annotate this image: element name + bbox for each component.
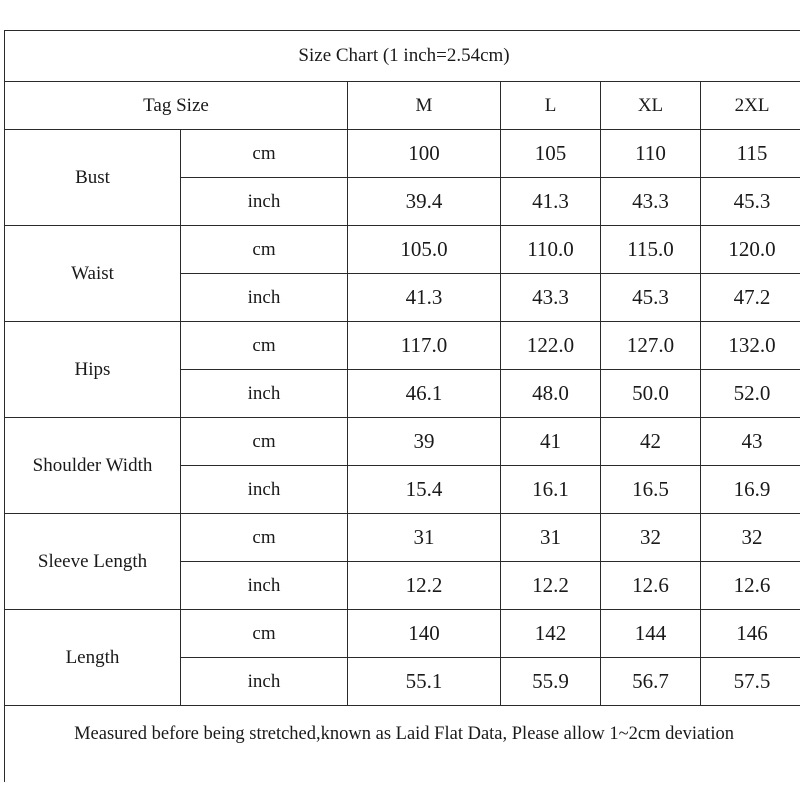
measurement-label: Hips xyxy=(5,322,181,418)
measurement-label: Length xyxy=(5,610,181,706)
value-cell: 46.1 xyxy=(348,370,501,418)
value-cell: 31 xyxy=(501,514,601,562)
value-cell: 42 xyxy=(601,418,701,466)
value-cell: 16.1 xyxy=(501,466,601,514)
value-cell: 140 xyxy=(348,610,501,658)
measurement-row-length-cm xyxy=(5,610,800,658)
value-cell: 47.2 xyxy=(701,274,800,322)
value-cell: 39.4 xyxy=(348,178,501,226)
size-header-m: M xyxy=(348,82,501,130)
unit-label: cm xyxy=(181,514,348,562)
size-header-xl: XL xyxy=(601,82,701,130)
measurement-label: Bust xyxy=(5,130,181,226)
value-cell: 12.2 xyxy=(501,562,601,610)
value-cell: 56.7 xyxy=(601,658,701,706)
measurement-row-sleeve-length-cm xyxy=(5,514,800,562)
chart-title: Size Chart (1 inch=2.54cm) xyxy=(5,31,800,82)
value-cell: 52.0 xyxy=(701,370,800,418)
unit-label: cm xyxy=(181,610,348,658)
value-cell: 127.0 xyxy=(601,322,701,370)
note-row xyxy=(5,706,800,783)
tag-size-header: Tag Size xyxy=(5,82,348,130)
value-cell: 115 xyxy=(701,130,800,178)
value-cell: 132.0 xyxy=(701,322,800,370)
value-cell: 12.6 xyxy=(701,562,800,610)
unit-label: inch xyxy=(181,274,348,322)
unit-label: inch xyxy=(181,466,348,514)
unit-label: inch xyxy=(181,178,348,226)
value-cell: 41.3 xyxy=(348,274,501,322)
unit-label: cm xyxy=(181,226,348,274)
measurement-label: Waist xyxy=(5,226,181,322)
measurement-row-hips-cm xyxy=(5,322,800,370)
value-cell: 31 xyxy=(348,514,501,562)
value-cell: 120.0 xyxy=(701,226,800,274)
unit-label: inch xyxy=(181,370,348,418)
value-cell: 43 xyxy=(701,418,800,466)
value-cell: 45.3 xyxy=(701,178,800,226)
unit-label: inch xyxy=(181,562,348,610)
value-cell: 43.3 xyxy=(601,178,701,226)
value-cell: 16.9 xyxy=(701,466,800,514)
value-cell: 12.6 xyxy=(601,562,701,610)
value-cell: 146 xyxy=(701,610,800,658)
value-cell: 55.9 xyxy=(501,658,601,706)
unit-label: inch xyxy=(181,658,348,706)
value-cell: 45.3 xyxy=(601,274,701,322)
size-header-l: L xyxy=(501,82,601,130)
measurement-row-bust-cm xyxy=(5,130,800,178)
value-cell: 57.5 xyxy=(701,658,800,706)
value-cell: 142 xyxy=(501,610,601,658)
value-cell: 41 xyxy=(501,418,601,466)
measurement-note: Measured before being stretched,known as Laid Flat Data, Please allow 1~2cm deviation xyxy=(5,706,800,783)
measurement-label: Shoulder Width xyxy=(5,418,181,514)
value-cell: 110 xyxy=(601,130,701,178)
value-cell: 16.5 xyxy=(601,466,701,514)
title-row xyxy=(5,31,800,82)
size-chart-table xyxy=(4,30,800,782)
header-row xyxy=(5,82,800,130)
value-cell: 43.3 xyxy=(501,274,601,322)
value-cell: 39 xyxy=(348,418,501,466)
value-cell: 117.0 xyxy=(348,322,501,370)
value-cell: 105 xyxy=(501,130,601,178)
unit-label: cm xyxy=(181,322,348,370)
value-cell: 12.2 xyxy=(348,562,501,610)
value-cell: 105.0 xyxy=(348,226,501,274)
value-cell: 115.0 xyxy=(601,226,701,274)
value-cell: 32 xyxy=(701,514,800,562)
size-header-2xl: 2XL xyxy=(701,82,800,130)
value-cell: 15.4 xyxy=(348,466,501,514)
value-cell: 100 xyxy=(348,130,501,178)
value-cell: 32 xyxy=(601,514,701,562)
value-cell: 55.1 xyxy=(348,658,501,706)
value-cell: 41.3 xyxy=(501,178,601,226)
value-cell: 48.0 xyxy=(501,370,601,418)
unit-label: cm xyxy=(181,130,348,178)
value-cell: 144 xyxy=(601,610,701,658)
value-cell: 50.0 xyxy=(601,370,701,418)
measurement-label: Sleeve Length xyxy=(5,514,181,610)
measurement-row-waist-cm xyxy=(5,226,800,274)
value-cell: 110.0 xyxy=(501,226,601,274)
measurement-row-shoulder-width-cm xyxy=(5,418,800,466)
value-cell: 122.0 xyxy=(501,322,601,370)
unit-label: cm xyxy=(181,418,348,466)
